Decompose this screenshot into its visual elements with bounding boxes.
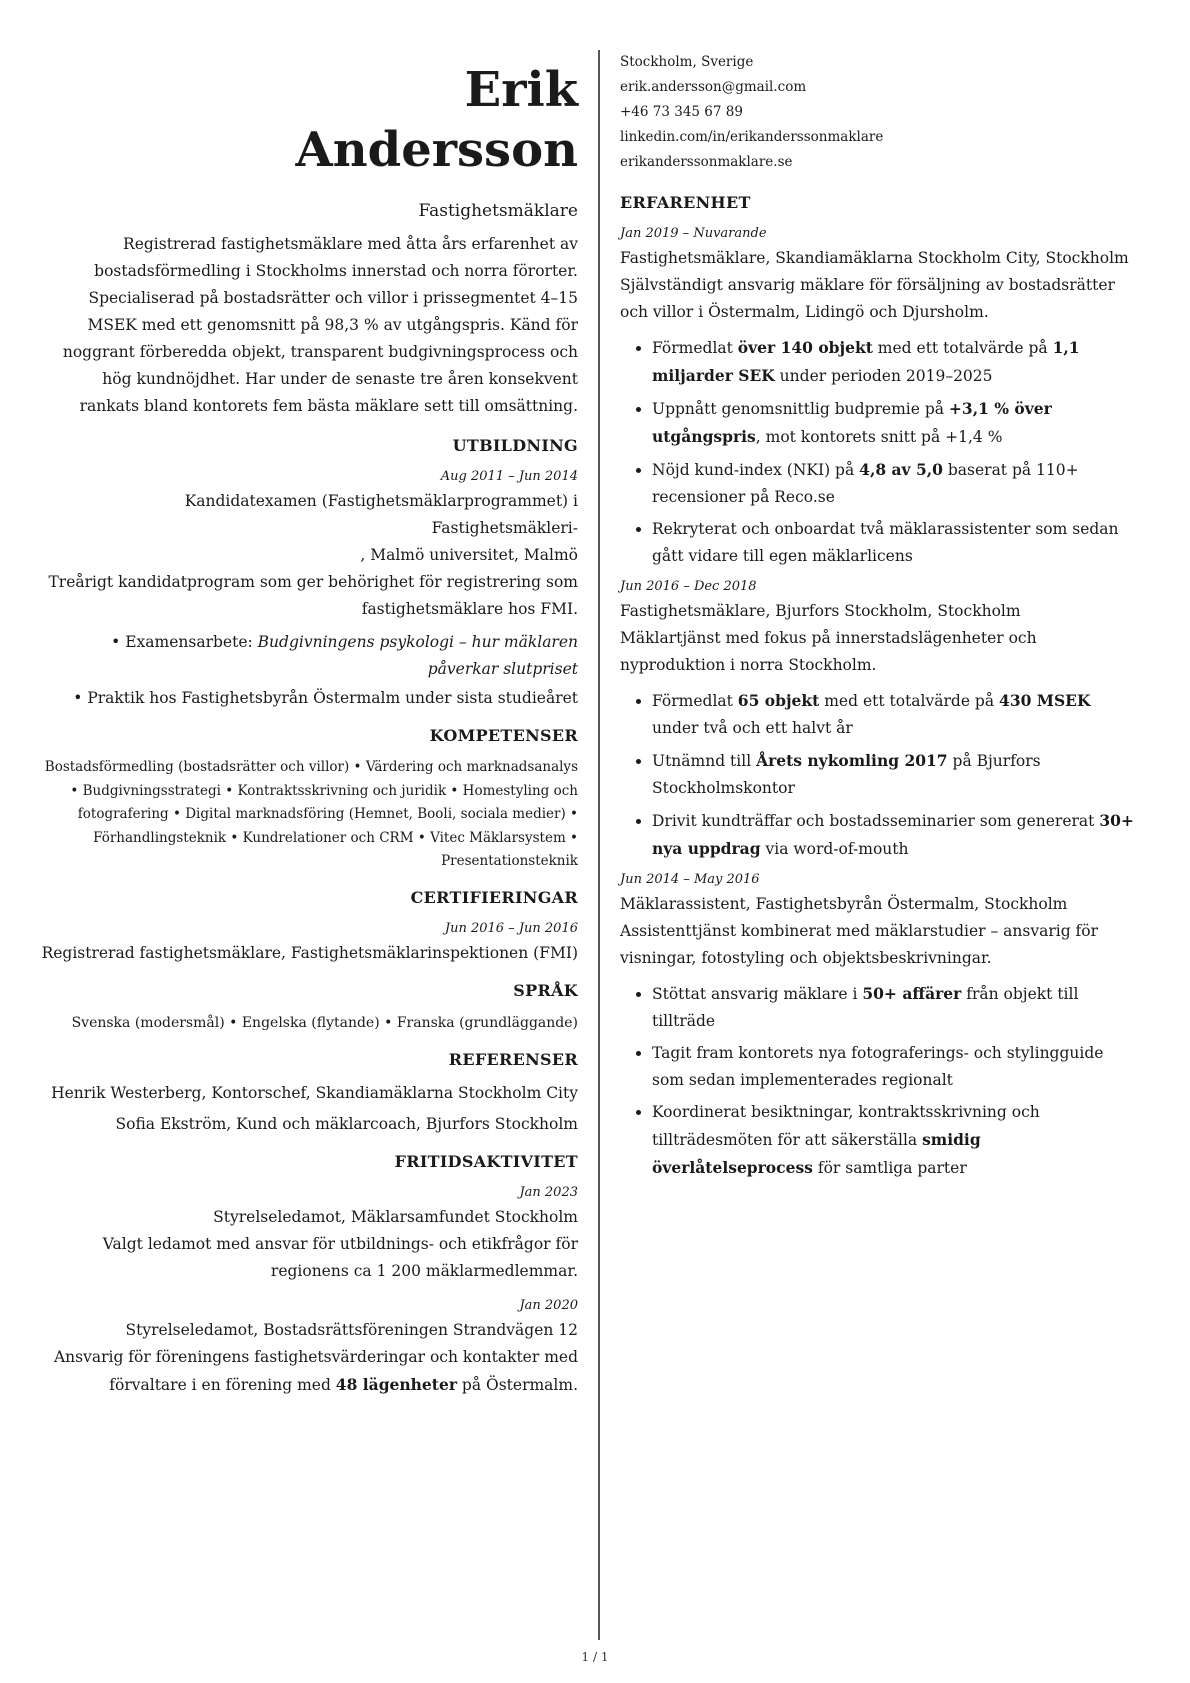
job-title: Mäklarassistent, Fastighetsbyrån Östermalm, Stockholm — [620, 895, 1068, 913]
education-bullets — [40, 629, 578, 712]
activity-role: Styrelseledamot, Mäklarsamfundet Stockholm — [213, 1207, 578, 1226]
contact-location: Stockholm, Sverige — [620, 54, 754, 70]
job-entry — [620, 869, 1140, 1182]
job-title: Fastighetsmäklare, Bjurfors Stockholm, Stockholm — [620, 602, 1021, 620]
job-bullet: • Utnämnd till Årets nykomling 2017 på Bjurfors Stockholmskontor — [652, 747, 1140, 802]
activity-date: Jan 2023 — [519, 1184, 578, 1200]
job-date: Jan 2019 – Nuvarande — [620, 226, 767, 241]
education-bullet-thesis — [40, 629, 578, 683]
skills-list: Bostadsförmedling (bostadsrätter och villor) • Värdering och marknadsanalys • Budgivningsstrategi • Kontraktsskrivning och juridik • Homestyling och fotografering • Digital marknadsföring (Hemnet, Booli, sociala medier) • Förhandlingsteknik • Kundrelationer och CRM • Vitec Mäklarsystem • Presentationsteknik — [44, 759, 578, 869]
education-degree-line2: , Malmö universitet, Malmö — [360, 546, 578, 564]
job-entry — [620, 576, 1140, 863]
page-number: 1 / 1 — [581, 1650, 609, 1664]
activity-desc-text: på Östermalm. — [456, 1375, 578, 1394]
reference-item: Sofia Ekström, Kund och mäklarcoach, Bjurfors Stockholm — [115, 1114, 578, 1133]
activity-item — [40, 1295, 578, 1399]
contact-linkedin[interactable]: linkedin.com/in/erikanderssonmaklare — [620, 129, 884, 145]
activity-desc-bold: 48 lägenheter — [335, 1374, 457, 1394]
left-column — [40, 52, 578, 1399]
activities-heading: FRITIDSAKTIVITET — [394, 1151, 578, 1171]
job-entry — [620, 223, 1140, 570]
languages-list: Svenska (modersmål) • Engelska (flytande) • Franska (grundläggande) — [71, 1014, 578, 1031]
references-heading: REFERENSER — [448, 1049, 578, 1069]
certification-text: Registrerad fastighetsmäklare, Fastighetsmäklarinspektionen (FMI) — [41, 943, 578, 962]
thesis-title: Budgivningens psykologi – hur mäklaren påverkar slutpriset — [257, 633, 578, 678]
candidate-name — [40, 60, 578, 180]
education-degree-line1: Kandidatexamen (Fastighetsmäklarprogrammet) i Fastighetsmäkleri- — [184, 492, 578, 537]
activity-role: Styrelseledamot, Bostadsrättsföreningen Strandvägen 12 — [125, 1320, 578, 1339]
contact-email[interactable]: erik.andersson@gmail.com — [620, 79, 807, 95]
job-date: Jun 2014 – May 2016 — [620, 872, 760, 887]
job-bullet: • Drivit kundträffar och bostadsseminarier som genererat 30+ nya uppdrag via word-of-mouth — [652, 807, 1140, 863]
education-heading: UTBILDNING — [452, 436, 578, 455]
contact-info — [620, 50, 1140, 175]
job-bullet: • Koordinerat besiktningar, kontraktsskrivning och tillträdesmöten för att säkerställa smidig överlåtelseprocess för samtliga parter — [652, 1099, 1140, 1182]
activity-desc-text: Ansvarig för föreningens fastighetsvärderingar och kontakter med förvaltare i en förening med — [53, 1347, 578, 1394]
job-bullet: • Stöttat ansvarig mäklare i 50+ affärer från objekt till tillträde — [652, 980, 1140, 1035]
right-column — [620, 50, 1140, 1188]
certifications-heading: CERTIFIERINGAR — [410, 887, 578, 907]
experience-heading: ERFARENHET — [620, 193, 751, 212]
activity-item — [40, 1182, 578, 1285]
education-bullet-internship: • Praktik hos Fastighetsbyrån Östermalm under sista studieåret — [73, 689, 578, 707]
contact-phone: +46 73 345 67 89 — [620, 104, 743, 120]
job-bullets — [620, 334, 1140, 570]
activity-date: Jan 2020 — [519, 1297, 578, 1313]
job-bullet: • Rekryterat och onboardat två mäklarassistenter som sedan gått vidare till egen mäklarlicens — [652, 516, 1140, 570]
languages-heading: SPRÅK — [513, 980, 578, 1000]
job-bullet: • Förmedlat över 140 objekt med ett totalvärde på 1,1 miljarder SEK under perioden 2019–2025 — [652, 334, 1140, 390]
job-description: Självständigt ansvarig mäklare för försäljning av bostadsrätter och villor i Östermalm, Lidingö och Djursholm. — [620, 276, 1115, 321]
job-description: Mäklartjänst med fokus på innerstadslägenheter och nyproduktion i norra Stockholm. — [620, 629, 1037, 674]
certification-date: Jun 2016 – Jun 2016 — [444, 920, 578, 936]
education-date: Aug 2011 – Jun 2014 — [440, 469, 578, 484]
job-bullet: • Tagit fram kontorets nya fotograferings- och stylingguide som sedan implementerades regionalt — [652, 1040, 1140, 1094]
skills-heading: KOMPETENSER — [429, 726, 578, 745]
job-bullet: • Uppnått genomsnittlig budpremie på +3,1 % över utgångspris, mot kontorets snitt på +1,4 % — [652, 395, 1140, 451]
thesis-prefix: • Examensarbete: — [111, 633, 258, 651]
reference-item: Henrik Westerberg, Kontorschef, Skandiamäklarna Stockholm City — [51, 1083, 578, 1102]
job-bullet: • Nöjd kund-index (NKI) på 4,8 av 5,0 baserat på 110+ recensioner på Reco.se — [652, 456, 1140, 511]
job-title: Fastighetsmäklare — [418, 201, 578, 221]
job-description: Assistenttjänst kombinerat med mäklarstudier – ansvarig för visningar, fotostyling och objektsbeskrivningar. — [620, 922, 1099, 967]
job-bullet: • Förmedlat 65 objekt med ett totalvärde på 430 MSEK under två och ett halvt år — [652, 687, 1140, 742]
job-bullets — [620, 687, 1140, 863]
education-description: Treårigt kandidatprogram som ger behörighet för registrering som fastighetsmäklare hos FMI. — [48, 573, 578, 618]
job-date: Jun 2016 – Dec 2018 — [620, 579, 757, 594]
column-divider — [598, 50, 600, 1640]
job-title: Fastighetsmäklare, Skandiamäklarna Stockholm City, Stockholm — [620, 249, 1129, 267]
first-name: Erik — [464, 62, 578, 118]
job-bullets — [620, 980, 1140, 1182]
last-name: Andersson — [295, 122, 578, 178]
summary: Registrerad fastighetsmäklare med åtta års erfarenhet av bostadsförmedling i Stockholms innerstad och norra förorter. Specialiserad på bostadsrätter och villor i prissegmentet 4–15 MSEK med ett genomsnitt på 98,3 % av utgångspris. Känd för noggrant förberedda objekt, transparent budgivningsprocess och hög kundnöjdhet. Har under de senaste tre åren konsekvent rankats bland kontorets fem bästa mäklare sett till omsättning. — [62, 235, 578, 415]
activity-description — [40, 1344, 578, 1399]
contact-website[interactable]: erikanderssonmaklare.se — [620, 154, 793, 170]
activity-description: Valgt ledamot med ansvar för utbildnings- och etikfrågor för regionens ca 1 200 mäklarmedlemmar. — [102, 1234, 578, 1280]
